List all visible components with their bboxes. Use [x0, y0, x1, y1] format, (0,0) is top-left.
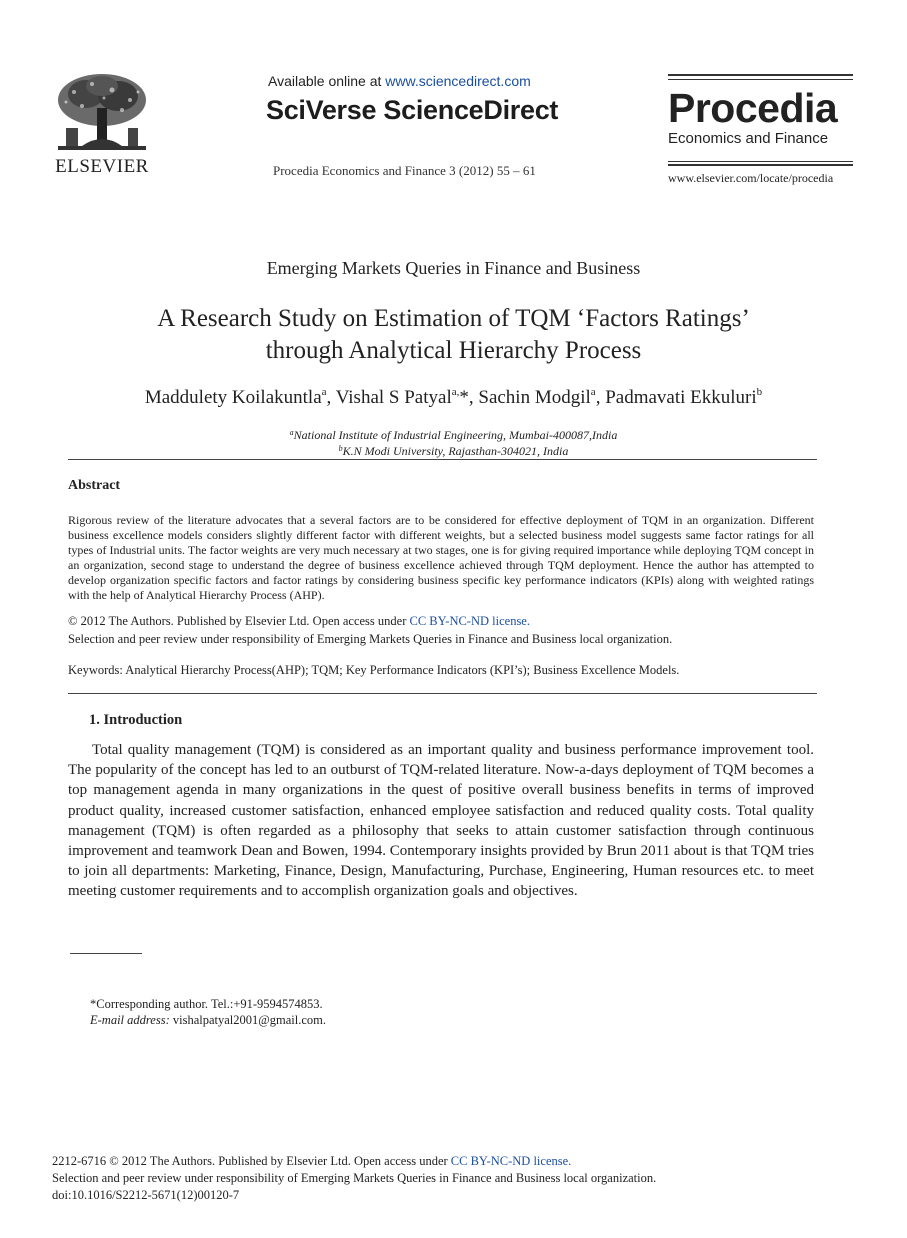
- abstract-text: Rigorous review of the literature advocates that a several factors are to be considered for effective deployment of TQM in an organization. Different business excellence models considers slightly different factor with different weights, but a selected business model suggests same factor ratings for all types of Industrial units. The factor weights are very much necessary at two stages, one is for giving required importance while deploying TQM concept in an organization, second stage to understand the degree of business excellence achieved through TQM deployment. Hence the author has attempted to develop organization specific factors and factor ratings by considering business specific key performance indicators (KPIs) along with weighted ratings with the help of Analytical Hierarchy Process (AHP).: [68, 513, 814, 603]
- author-affil-mark: a: [590, 386, 596, 398]
- sciencedirect-link[interactable]: www.sciencedirect.com: [385, 73, 531, 89]
- author-affil-mark: a: [321, 386, 327, 398]
- affiliation: $^a$National Institute of Industrial Engineering, Mumbai-400087,India: [289, 428, 618, 442]
- title-line-1: A Research Study on Estimation of TQM ‘Factors Ratings’: [157, 305, 750, 332]
- corresponding-author-note: *Corresponding author. Tel.:+91-9594574853.: [90, 997, 323, 1011]
- paper-title: [60, 303, 847, 367]
- doi[interactable]: doi:10.1016/S2212-5671(12)00120-7: [52, 1188, 240, 1202]
- journal-url[interactable]: www.elsevier.com/locate/procedia: [668, 171, 834, 185]
- journal-brand-sub: Economics and Finance: [668, 130, 829, 147]
- author-list: Maddulety Koilakuntla$^a$, Vishal S Patyal$^{a,}$*, Sachin Modgil$^a$, Padmavati Ekkuluri$^b$: [144, 386, 763, 408]
- license-link[interactable]: CC BY-NC-ND license.: [409, 614, 530, 628]
- section-divider: [68, 459, 817, 460]
- introduction-text: Total quality management (TQM) is considered as an important quality and business performance improvement tool. The popularity of the concept has led to an outburst of TQM-related literature. Now-a-days deployment of TQM becomes a top management agenda in many organizations in the quest of positive overall business benefits in terms of improved product quality, increased customer satisfaction, enhanced employee satisfaction and reduced quality costs. Total quality management (TQM) is often regarded as a philosophy that seeks to attain customer satisfaction through continuous improvement and teamwork Dean and Bowen, 1994. Contemporary insights provided by Brun 2011 about is that TQM tries to join all departments: Marketing, Finance, Design, Manufacturing, Purchase, Engineering, Human resources etc. to meet meeting customer requirements and to accomplish organization goals and objectives.: [68, 742, 814, 900]
- email-note: [90, 1013, 326, 1028]
- footnote-rule: [70, 953, 142, 954]
- affil-mark: b: [338, 444, 343, 453]
- journal-brand: Procedia: [668, 85, 838, 131]
- publisher-name: ELSEVIER: [55, 156, 149, 177]
- elsevier-tree-logo: [52, 72, 152, 156]
- platform-name: SciVerse ScienceDirect: [266, 95, 559, 125]
- author-name: Sachin Modgil: [478, 387, 591, 408]
- brand-rule: [668, 161, 853, 162]
- corresponding-mark: *: [459, 387, 469, 408]
- footer-peer-review: Selection and peer review under responsibility of Emerging Markets Queries in Finance and Business local organization.: [52, 1171, 657, 1185]
- brand-rule: [668, 74, 853, 76]
- email-address[interactable]: vishalpatyal2001@gmail.com.: [169, 1013, 327, 1027]
- abstract-heading: Abstract: [68, 478, 121, 493]
- email-label: E-mail address:: [90, 1013, 170, 1027]
- author-affil-mark: b: [756, 386, 763, 398]
- issn-line: 2212-6716 © 2012 The Authors. Published by Elsevier Ltd. Open access under CC BY-NC-ND license.: [52, 1154, 572, 1168]
- introduction-heading: 1. Introduction: [89, 712, 183, 728]
- affiliation: $^b$K.N Modi University, Rajasthan-304021, India: [338, 444, 569, 458]
- conference-name: Emerging Markets Queries in Finance and Business: [266, 258, 641, 278]
- footer-license-link[interactable]: CC BY-NC-ND license.: [450, 1154, 572, 1168]
- brand-rule: [668, 79, 853, 80]
- journal-citation: Procedia Economics and Finance 3 (2012) 55 – 61: [273, 163, 536, 178]
- copyright-line: © 2012 The Authors. Published by Elsevier Ltd. Open access under CC BY-NC-ND license.: [68, 614, 530, 628]
- available-online-label: Available online at: [268, 73, 386, 89]
- author-name: Maddulety Koilakuntla: [144, 387, 322, 408]
- affil-mark: a: [289, 428, 294, 437]
- author-affil-mark: a,: [451, 386, 460, 398]
- author-name: Padmavati Ekkuluri: [605, 387, 757, 408]
- available-online: [268, 73, 531, 89]
- brand-rule: [668, 164, 853, 166]
- author-name: Vishal S Patyal: [335, 387, 452, 408]
- journal-brand-block: [668, 74, 853, 186]
- title-line-2: through Analytical Hierarchy Process: [265, 337, 642, 364]
- keywords: Keywords: Analytical Hierarchy Process(AHP); TQM; Key Performance Indicators (KPI’s); Business Excellence Models.: [68, 663, 680, 677]
- section-divider: [68, 693, 817, 694]
- peer-review-note: Selection and peer review under responsibility of Emerging Markets Queries in Finance and Business local organization.: [68, 632, 673, 646]
